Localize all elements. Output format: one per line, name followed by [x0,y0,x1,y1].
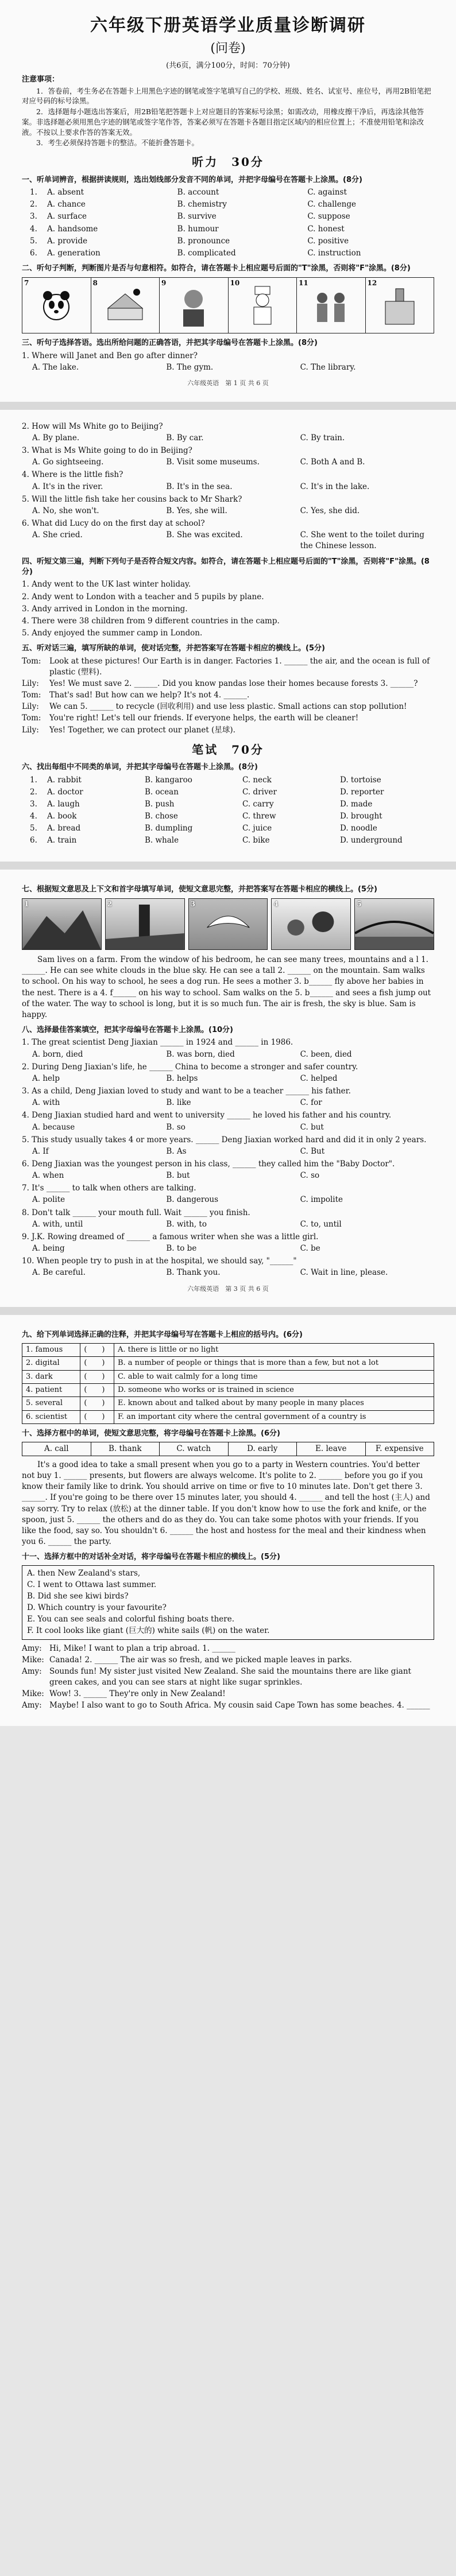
word-choice: B. thank [91,1442,160,1456]
section-1-rows [22,187,434,259]
statement: 2. Andy went to London with a teacher and 5 pupils by plane. [22,592,264,602]
option[interactable]: C. against [307,188,347,197]
item-number: 5. [30,236,37,246]
dialogue-line [22,656,434,678]
item-number: 1. [30,188,37,197]
dialogue-line [22,701,434,712]
answer-cell[interactable]: ( ) [80,1370,114,1383]
option[interactable]: C. But [300,1146,325,1156]
option[interactable]: A. laugh [47,799,80,809]
options [32,482,434,492]
options [32,1170,434,1181]
photo-flowers: 4 [271,898,351,950]
option[interactable]: A. The lake. [32,363,79,373]
option[interactable]: B. whale [145,836,179,845]
speaker: Mike: [22,1689,44,1699]
option[interactable]: C. neck [242,775,272,785]
option[interactable]: A. No, she won't. [32,506,99,515]
options [32,530,434,552]
word-row [30,211,434,222]
question: 6. Deng Jiaxian was the youngest person in his class, ______ they called him the "Baby Doctor". [22,1159,395,1169]
item-number: 3. [30,212,37,222]
question: 5. Will the little fish take her cousins back to Mr Shark? [22,494,242,504]
option[interactable]: B. humour [177,224,219,234]
option[interactable]: D. underground [340,836,403,845]
question: 4. Deng Jiaxian studied hard and went to university ______ he loved his father and his country. [22,1111,392,1120]
page-2 [0,410,456,862]
dialogue-line [22,713,434,724]
picture-chef: 10 [229,278,297,333]
photo-bridge: 5 [354,898,434,950]
option[interactable]: C. instruction [307,248,361,258]
option[interactable]: B. but [166,1171,190,1181]
item-number: 4. [30,224,37,234]
word-row [30,811,434,822]
option[interactable]: A. chance [47,200,86,210]
option[interactable]: B. kangaroo [145,775,192,785]
option[interactable]: B. to be [166,1244,197,1254]
word-row [30,199,434,210]
utterance: Yes! Together, we can protect our planet (星球). [49,725,235,735]
question: 7. It's ______ to talk when others are talking. [22,1184,196,1193]
photo-tower: 2 [105,898,185,950]
options [32,362,434,373]
option[interactable]: B. push [145,799,175,809]
question: 10. When people try to push in at the hospital, we should say, "______" [22,1256,297,1266]
item-number: 2. [30,200,37,210]
option[interactable]: A. She cried. [32,530,83,540]
term-cell: 3. dark [22,1370,80,1383]
term-cell: 1. famous [22,1343,80,1356]
section-8-heading: 八、选择最佳答案填空，把其字母编号在答题卡上涂黑。(10分) [22,1025,233,1034]
option[interactable]: A. being [32,1244,65,1254]
item-number: 3. [30,799,37,809]
exam-title: 六年级下册英语学业质量诊断调研 [90,15,366,36]
option[interactable]: B. like [166,1098,191,1108]
item-number: 4. [30,812,37,821]
page-3 [0,870,456,1308]
question: 1. The great scientist Deng Jiaxian ______ in 1924 and ______ in 1986. [22,1038,293,1048]
option[interactable]: C. Yes, she did. [300,506,360,515]
word-row [30,799,434,810]
page-1 [0,0,456,402]
option[interactable]: D. brought [340,812,382,821]
table-row [22,1343,434,1356]
option[interactable]: C. so [300,1171,320,1181]
option[interactable]: A. help [32,1073,60,1083]
option[interactable]: C. be [300,1244,320,1254]
word-row [30,823,434,834]
question: 5. This study usually takes 4 or more years. ______ Deng Jiaxian worked hard and did it in only 2 years. [22,1135,427,1145]
section-2-heading: 二、听句子判断，判断图片是否与句意相符。如符合，请在答题卡上相应题号后面的"T"涂黑，否则将"F"涂黑。(8分) [22,264,411,273]
option[interactable]: A. with, until [32,1219,83,1229]
section-4-items [22,579,434,639]
sentence-option: E. You can see seals and colorful fishing boats there. [27,1615,235,1624]
sentence-option: B. Did she see kiwi birds? [27,1591,129,1601]
sentence-option: C. I went to Ottawa last summer. [27,1580,157,1589]
option[interactable]: A. bread [47,824,81,833]
option[interactable]: C. The library. [300,363,356,373]
option[interactable]: C. carry [242,799,274,809]
utterance: Canada! 2. ______ The air was so fresh, and we picked maple leaves in parks. [49,1655,352,1665]
options [32,1219,434,1230]
picture-panda: 7 [22,278,91,333]
word-choice: F. expensive [375,1444,424,1453]
option[interactable]: C. for [300,1098,322,1108]
utterance: That's sad! But how can we help? It's not 4. ______. [49,690,250,700]
definition-cell: F. an important city where the central government of a country is [114,1410,434,1423]
dialogue-line [22,1689,434,1700]
option[interactable]: C. honest [307,224,345,234]
option[interactable]: A. It's in the river. [32,482,103,491]
speaker: Lily: [22,679,39,689]
option[interactable]: A. generation [47,248,101,258]
dialogue-line [22,1655,434,1666]
term-cell: 2. digital [22,1357,80,1370]
word-choice: D. early [229,1442,297,1456]
option[interactable]: A. If [32,1146,49,1156]
option[interactable]: A. because [32,1122,75,1132]
picture-strip [22,277,434,333]
table-row [22,1357,434,1370]
option[interactable]: C. challenge [307,200,357,210]
speaker: Amy: [22,1701,42,1710]
notice-item: 2．选择题每小题选出答案后，用2B铅笔把答题卡上对应题目的答案标号涂黑；如需改动，用橡皮擦干净后，再选涂其他答案。非选择题必须用黑色字迹的钢笔或签字笔作答，答案必须写在答题卡各题目指定区域内的相应位置上；不准使用铅笔和涂改液。不按以上要求作答的答案无效。 [22,107,424,137]
page-footer: 六年级英语 第 1 页 共 6 页 [187,379,269,387]
section-3-heading: 三、听句子选择答语。选出所给问题的正确答语，并把其字母编号在答题卡上涂黑。(8分) [22,339,318,348]
option[interactable]: B. account [177,188,219,197]
option[interactable]: A. with [32,1098,60,1108]
option[interactable]: B. so [166,1122,186,1132]
question: 8. Don't talk ______ your mouth full. Wait ______ you finish. [22,1208,250,1217]
option[interactable]: A. doctor [47,787,83,797]
dialogue-line [22,678,434,689]
utterance: Hi, Mike! I want to plan a trip abroad. 1. ______ [49,1643,235,1653]
option[interactable]: C. juice [242,824,272,833]
word-row [30,775,434,786]
word-choice: C. watch [160,1442,229,1456]
term-cell: 4. patient [22,1383,80,1396]
definition-cell: D. someone who works or is trained in science [114,1383,434,1396]
sentence-option: D. Which country is your favourite? [27,1603,167,1613]
statement: 3. Andy arrived in London in the morning. [22,604,188,614]
utterance: Yes! We must save 2. ______. Did you know pandas lose their homes because forests 3. ______? [49,679,418,689]
item-number: 2. [30,787,37,797]
options [32,1243,434,1254]
term-cell: 6. scientist [22,1410,80,1423]
option[interactable]: A. By plane. [32,433,80,443]
answer-cell[interactable]: ( ) [80,1397,114,1410]
option[interactable]: C. She went to the toilet during the Chinese lesson. [300,530,424,551]
dialogue [22,1643,434,1712]
options [32,433,434,444]
options [32,1049,434,1060]
definition-cell: E. known about and talked about by many people in many places [114,1397,434,1410]
option[interactable]: C. Both A and B. [300,457,365,467]
option[interactable]: B. By car. [166,433,204,443]
options [32,1146,434,1157]
option[interactable]: B. As [166,1146,187,1156]
question: 2. During Deng Jiaxian's life, he ______ China to become a stronger and safer country. [22,1062,358,1072]
section-10-heading: 十、选择方框中的单词，使短文意思完整，将字母编号在答题卡上涂黑。(6分) [22,1429,280,1438]
option[interactable]: C. By train. [300,433,345,443]
statement: 5. Andy enjoyed the summer camp in London. [22,629,203,638]
picture-people: 11 [297,278,366,333]
utterance: Wow! 3. ______ They're only in New Zealand! [49,1689,226,1699]
option[interactable]: B. Visit some museums. [166,457,260,467]
word-choice: E. leave [297,1442,366,1456]
question: 3. What is Ms White going to do in Beijing? [22,446,192,456]
word-row [30,248,434,259]
section-6-heading: 六、找出每组中不同类的单词，并把其字母编号在答题卡上涂黑。(8分) [22,763,258,772]
question: 9. J.K. Rowing dreamed of ______ a famous writer when she was a little girl. [22,1232,319,1242]
dialogue-line [22,1643,434,1654]
options [32,457,434,468]
section-1-heading: 一、听单词辨音，根据拼读规则，选出划线部分发音不同的单词，并把字母编号在答题卡上涂黑。(8分) [22,175,362,184]
section-7-heading: 七、根据短文意思及上下文和首字母填写单词，使短文意思完整，并把答案写在答题卡相应的横线上。(5分) [22,884,377,894]
option[interactable]: B. pronounce [177,236,230,246]
definition-cell: B. a number of people or things that is more than a few, but not a lot [114,1357,434,1370]
option[interactable]: C. bike [242,836,270,845]
option[interactable]: B. chose [145,812,178,821]
option[interactable]: A. book [47,812,77,821]
option[interactable]: B. She was excited. [166,530,243,540]
option[interactable]: C. positive [307,236,349,246]
exam-info: (共6页，满分100分，时间：70分钟) [166,61,290,70]
option[interactable]: C. Wait in line, please. [300,1268,388,1278]
passage: It's a good idea to take a small present when you go to a party in Western countries. You'd better not buy 1. ______ presents, but flowers are always welcome. It's polite to 2. ______ before you go if you know their family like to drink. You should arrive on time or five to 10 minutes late. Don't get there 3. ______. If you're going to be there over 15 minutes later, you should 4. ______ and tell the host (主人) and say sorry. Try to relax (放松) at the dinner table. If you don't know how to use the fork and knife, or the spoon, just 5. ______ the others and do as they do. You can take some photos with your friends. If you like the food, say so. You shouldn't 6. ______ the host and hostess for the meal and their kindness when you 6. ______ the party. [22,1460,430,1547]
option[interactable]: A. polite [32,1195,65,1205]
question: 6. What did Lucy do on the first day at school? [22,519,205,529]
picture-scene: 8 [91,278,160,333]
table-row [22,1397,434,1410]
table-row [22,1370,434,1383]
answer-cell[interactable]: ( ) [80,1343,114,1356]
speaker: Amy: [22,1643,42,1653]
picture-portrait: 9 [160,278,229,333]
option[interactable]: A. Go sightseeing. [32,457,104,467]
word-row [30,187,434,198]
item-number: 6. [30,248,37,258]
utterance: Maybe! I also want to go to South Africa. My cousin said Cape Town has some beaches. 4. ______ [49,1701,430,1710]
option[interactable]: B. dangerous [166,1195,219,1205]
option[interactable]: D. tortoise [340,775,381,785]
item-number: 6. [30,836,37,845]
definition-cell: C. able to wait calmly for a long time [114,1370,434,1383]
writing-part-title: 笔试 70分 [192,742,264,756]
utterance: You're right! Let's tell our friends. If everyone helps, the earth will be cleaner! [49,713,359,723]
option[interactable]: B. It's in the sea. [166,482,233,491]
option[interactable]: C. threw [242,812,276,821]
utterance: We can 5. ______ to recycle (回收利用) and use less plastic. Small actions can stop pollution! [49,702,407,712]
option[interactable]: A. born, died [32,1049,83,1059]
exam-subtitle: (问卷) [210,41,246,56]
option[interactable]: B. dumpling [145,824,193,833]
word-row [30,787,434,798]
options [32,1097,434,1108]
option[interactable]: C. been, died [300,1049,352,1059]
notice-item: 1．答卷前，考生务必在答题卡上用黑色字迹的钢笔或签字笔填写自己的学校、班级、姓名、试室号、座位号，再用2B铅笔把对应号码的标号涂黑。 [22,86,431,106]
option[interactable]: C. impolite [300,1195,343,1205]
options [32,506,434,517]
option[interactable]: D. noodle [340,824,377,833]
option[interactable]: B. survive [177,212,217,222]
section-5-heading: 五、听对话三遍，填写所缺的单词，使对话完整，并把答案写在答题卡相应的横线上。(5分) [22,644,325,653]
options [32,1073,434,1084]
question: 3. As a child, Deng Jiaxian loved to study and want to be a teacher ______ his father. [22,1087,351,1096]
option[interactable]: A. Be careful. [32,1268,86,1278]
question: 2. How will Ms White go to Beijing? [22,421,163,431]
dialogue-line [22,725,434,736]
options [32,1194,434,1205]
passage: Sam lives on a farm. From the window of his bedroom, he can see many trees, mountains and a l 1. ______. He can see white clouds in the blue sky. He can see a tall 2. ______ on the mountain. Sam walks to school. On his way to school, he sees a dog run. He sees a mother 3. b______ fly above her babies in the nest. There is a 4. f______ on his way to school. Sam walks on the 5. b______ and sees a fish jump out of the water. The way to school is long, but it is so much fun. The air is fresh, the sky is blue. Sam is happy. [22,955,431,1019]
option[interactable]: A. train [47,836,77,845]
notice [22,75,434,148]
photo-bird: 3 [188,898,268,950]
picture-building: 12 [366,278,434,333]
word-row [30,835,434,846]
section-6-rows [22,775,434,847]
option[interactable]: C. helped [300,1073,338,1083]
options [32,1267,434,1278]
option-box [22,1565,434,1640]
answer-cell[interactable]: ( ) [80,1357,114,1370]
statement: 1. Andy went to the UK last winter holiday. [22,580,191,589]
page-4 [0,1315,456,1725]
dialogue-line [22,690,434,701]
speaker: Mike: [22,1655,44,1665]
option[interactable]: C. It's in the lake. [300,482,370,491]
definition-cell: A. there is little or no light [114,1343,434,1356]
option[interactable]: B. complicated [177,248,236,258]
photo-strip [22,898,434,950]
word-box [22,1442,434,1456]
option[interactable]: C. to, until [300,1219,342,1229]
answer-cell[interactable]: ( ) [80,1383,114,1396]
option[interactable]: C. driver [242,787,277,797]
dialogue [22,656,434,736]
question: 1. Where will Janet and Ben go after dinner? [22,351,198,360]
options [32,1122,434,1133]
utterance: Sounds fun! My sister just visited New Zealand. She said the mountains there are like giant green cakes, and you can see stars at night like sugar sprinkles. [49,1666,411,1687]
option[interactable]: B. The gym. [166,363,214,373]
page-footer: 六年级英语 第 3 页 共 6 页 [187,1285,269,1293]
option[interactable]: C. suppose [307,212,350,222]
table-row [22,1410,434,1423]
option[interactable]: B. with, to [166,1219,207,1229]
section-4-heading: 四、听短文第三遍，判断下列句子是否符合短文内容。如符合，请在答题卡上相应题号后面的"T"涂黑，否则将"F"涂黑。(8分) [22,557,430,577]
speaker: Tom: [22,656,41,666]
section-11-heading: 十一、选择方框中的对话补全对话，将字母编号在答题卡相应的横线上。(5分) [22,1553,280,1562]
option[interactable]: D. reporter [340,787,384,797]
photo-mountains: 1 [22,898,102,950]
word-row [30,224,434,235]
question-list [22,421,434,552]
answer-cell[interactable]: ( ) [80,1410,114,1423]
table-row [22,1383,434,1396]
option[interactable]: B. helps [166,1073,198,1083]
dialogue-line [22,1700,434,1711]
speaker: Tom: [22,713,41,723]
option[interactable]: A. when [32,1171,64,1181]
option[interactable]: B. chemistry [177,200,227,210]
term-cell: 5. several [22,1397,80,1410]
option[interactable]: A. surface [47,212,87,222]
speaker: Lily: [22,702,39,712]
speaker: Lily: [22,725,39,735]
speaker: Tom: [22,690,41,700]
notice-item: 3．考生必须保持答题卡的整洁。不能折叠答题卡。 [36,138,199,148]
speaker: Amy: [22,1666,42,1676]
option[interactable]: A. rabbit [47,775,82,785]
option[interactable]: D. made [340,799,373,809]
question-list [22,1037,434,1278]
sentence-option: A. then New Zealand's stars, [27,1568,141,1578]
option[interactable]: A. absent [47,188,84,197]
word-row [30,236,434,247]
listening-part-title: 听力 30分 [192,155,264,169]
notice-heading: 注意事项： [22,75,60,84]
matching-table [22,1343,434,1425]
option[interactable]: B. Thank you. [166,1268,221,1278]
option[interactable]: C. but [300,1122,324,1132]
option[interactable]: A. handsome [47,224,98,234]
question: 4. Where is the little fish? [22,470,123,480]
utterance: Look at these pictures! Our Earth is in danger. Factories 1. ______ the air, and the ocean is full of plastic (塑料). [49,656,430,677]
item-number: 5. [30,824,37,833]
sentence-option: F. It cool looks like giant (巨大的) white sails (帆) on the water. [27,1626,270,1636]
option[interactable]: B. Yes, she will. [166,506,227,515]
option[interactable]: B. ocean [145,787,179,797]
item-number: 1. [30,775,37,785]
option[interactable]: B. was born, died [166,1049,235,1059]
option[interactable]: A. provide [47,236,88,246]
section-9-heading: 九、给下列单词选择正确的注释，并把其字母编号写在答题卡上相应的括号内。(6分) [22,1330,303,1340]
word-choice: A. call [22,1442,91,1456]
dialogue-line [22,1666,434,1688]
statement: 4. There were 38 children from 9 different countries in the camp. [22,616,280,626]
